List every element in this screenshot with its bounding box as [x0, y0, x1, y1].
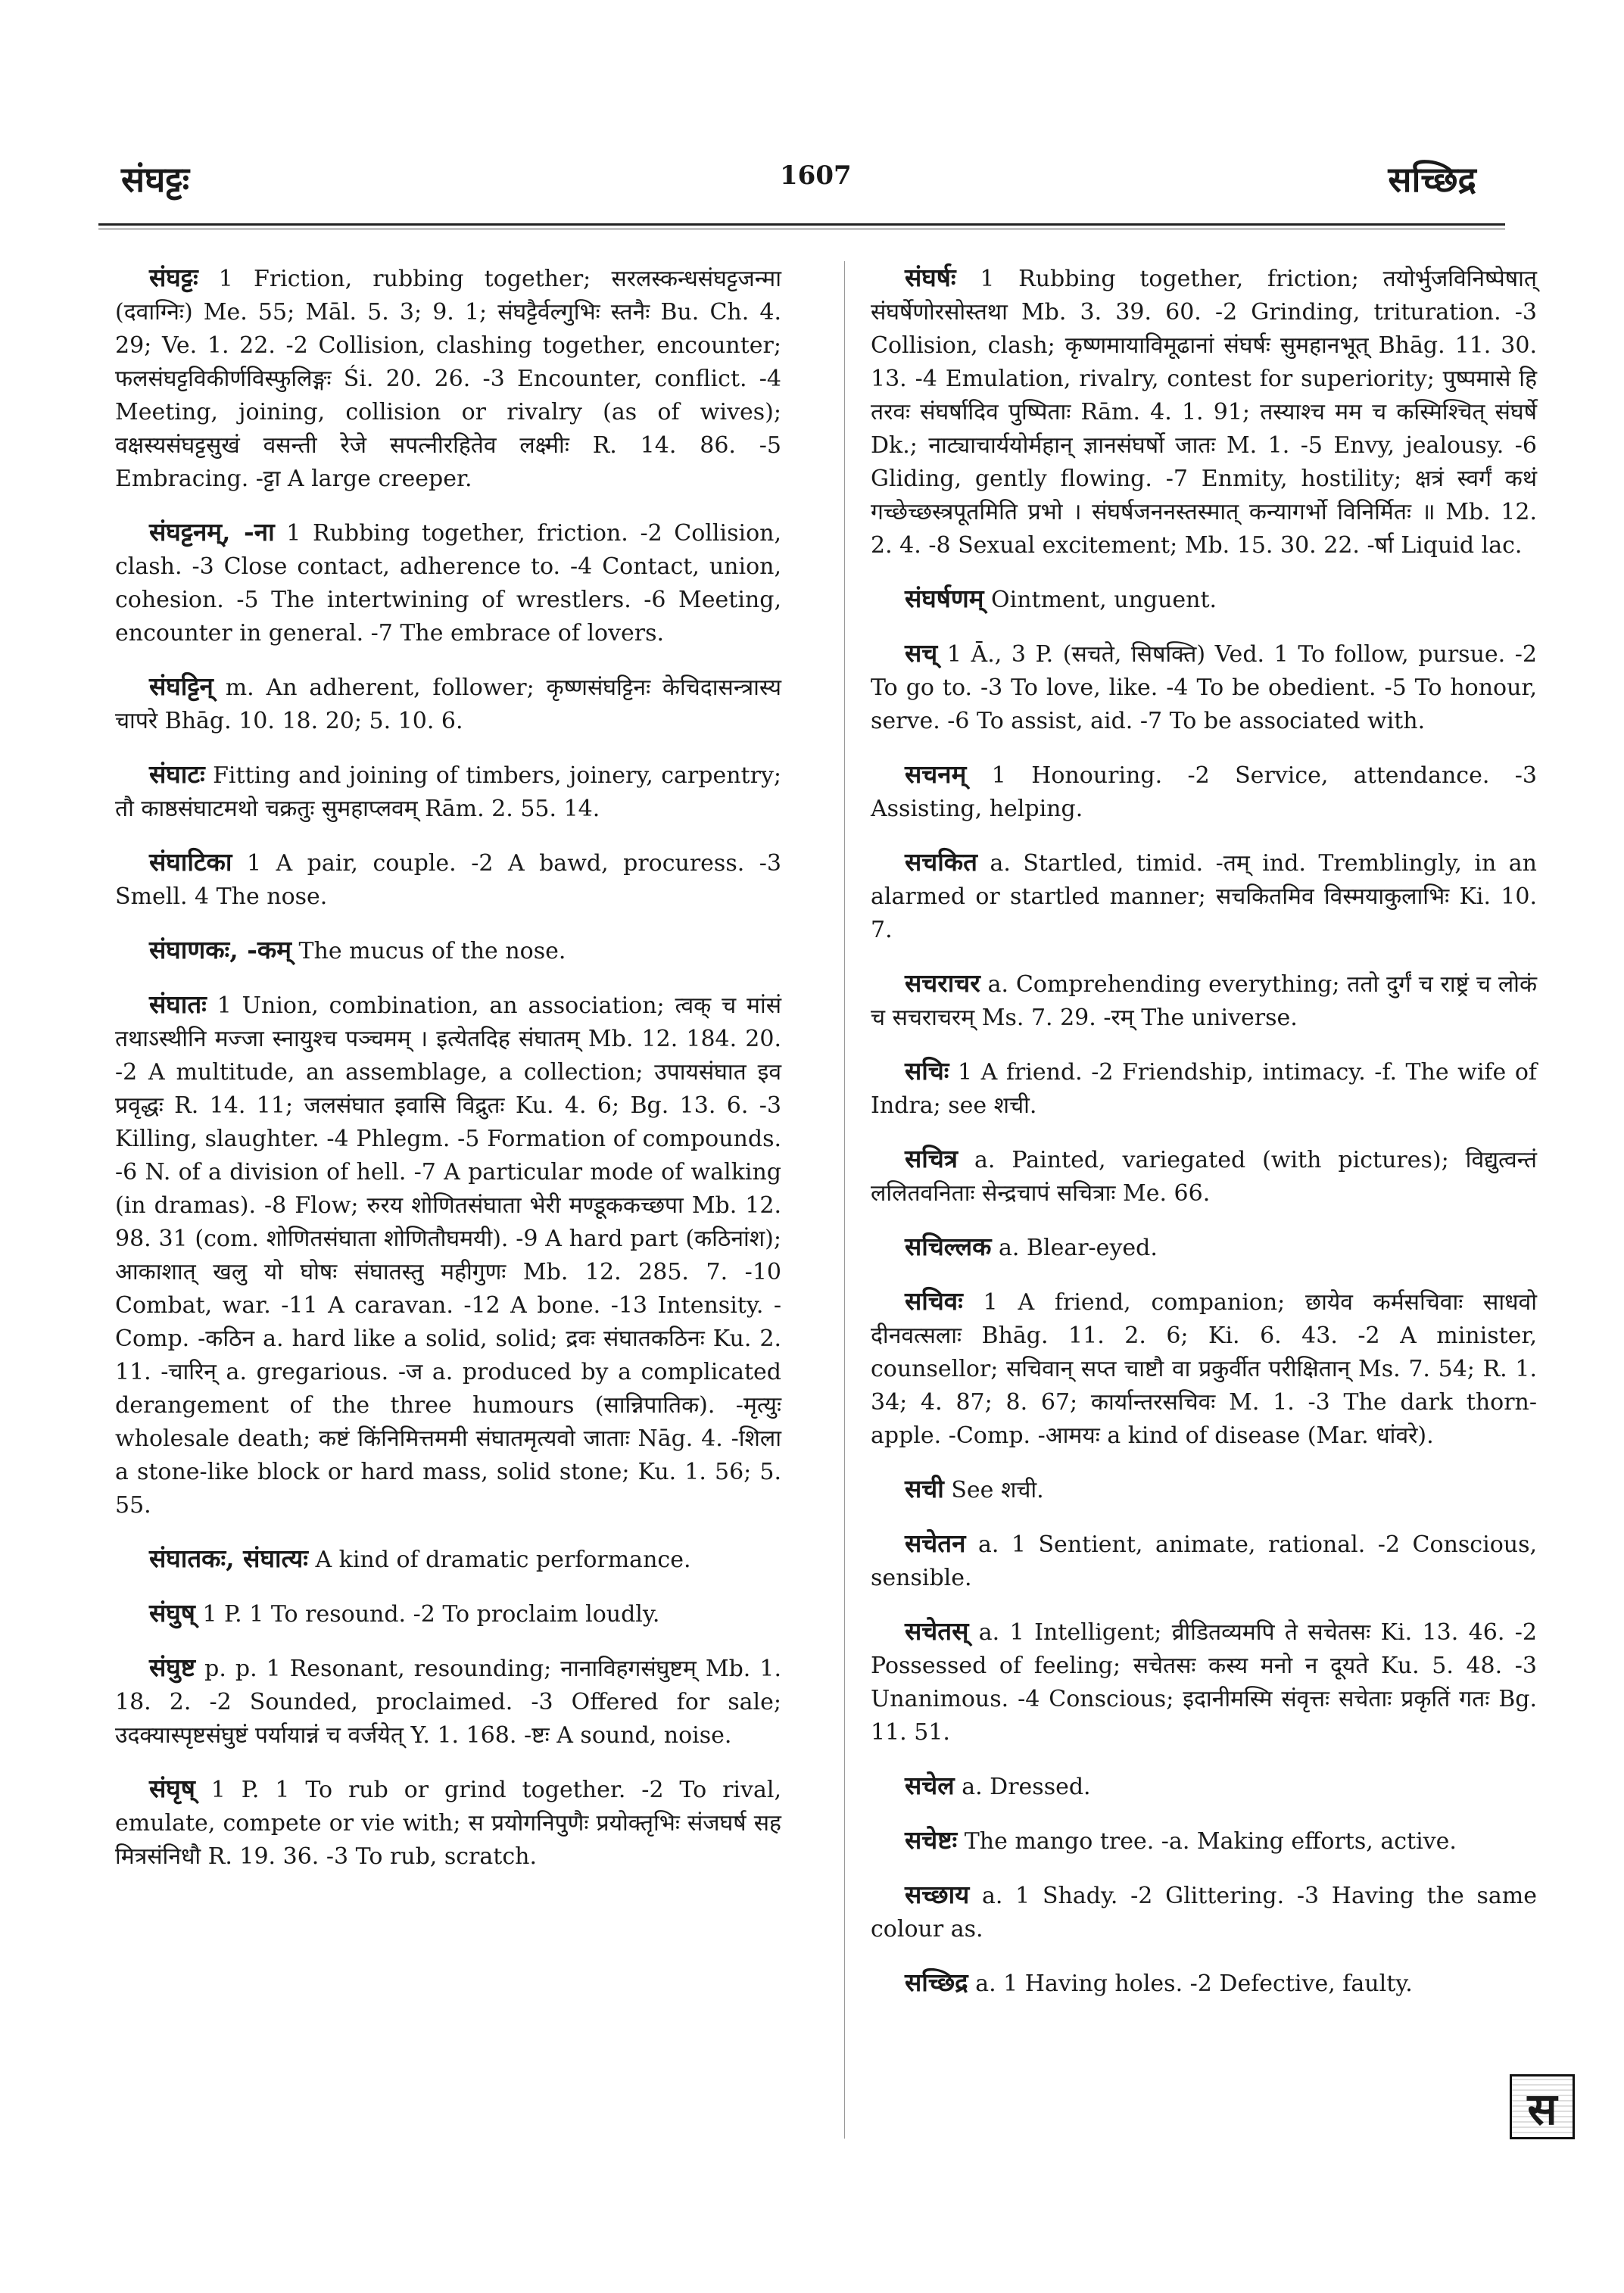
- entry-headword: संघाटिका: [149, 847, 232, 877]
- column-divider: [844, 261, 845, 2139]
- entry-headword: संघट्टिन्: [149, 671, 214, 701]
- entry-headword: सचेष्टः: [905, 1825, 958, 1855]
- entry-headword: सचित्र: [905, 1144, 959, 1173]
- entry-headword: संघट्टः: [149, 263, 198, 292]
- entry-definition: 1 A friend, companion; छायेव कर्मसचिवाः साधवो दीनवत्सलाः Bhāg. 11. 2. 6; Ki. 6. 43. -2 A minister, counsellor; सचिवान् सप्त चाष्टौ वा प्रकुर्वीत परीक्षितान् Ms. 7. 54; R. 1. 34; 4. 87; 8. 67; कार्यान्तरसचिवः M. 1. -3 The dark thorn-apple. -Comp. -आमयः a kind of disease (Mar. धांवरे).: [871, 1289, 1537, 1449]
- right-column: [871, 261, 1537, 2020]
- entry-headword: सचेतन: [905, 1528, 966, 1558]
- entry-definition: a. Comprehending everything; ततो दुर्गं च राष्ट्रं च लोकं च सचराचरम् Ms. 7. 29. -रम् The universe.: [871, 971, 1537, 1031]
- header-left-headword: संघट्टः: [121, 159, 190, 200]
- entry-definition: p. p. 1 Resonant, resounding; नानाविहगसंघुष्टम् Mb. 1. 18. 2. -2 Sounded, proclaimed. -3 Offered for sale; उदक्यास्पृष्टसंघुष्टं पर्यायान्नं च वर्जयेत् Y. 1. 168. -ष्टः A sound, noise.: [115, 1656, 781, 1749]
- entry-headword: सच्: [905, 638, 938, 668]
- dictionary-entry: [115, 1651, 781, 1752]
- entry-headword: संघृष्: [149, 1774, 195, 1803]
- dictionary-entry: [115, 1542, 781, 1577]
- dictionary-entry: [871, 261, 1537, 562]
- entry-definition: a. 1 Sentient, animate, rational. -2 Conscious, sensible.: [871, 1531, 1538, 1591]
- entry-headword: सच्छाय: [905, 1880, 970, 1909]
- entry-definition: 1 Friction, rubbing together; सरलस्कन्धसंघट्टजन्मा (दवाग्निः) Me. 55; Māl. 5. 3; 9. 1; संघट्टैर्वल्गुभिः स्तनैः Bu. Ch. 4. 29; Ve. 1. 22. -2 Collision, clashing together, encounter; फलसंघट्टविकीर्णविस्फुलिङ्गः Śi. 20. 26. -3 Encounter, conflict. -4 Meeting, joining, collision or rivalry (as of wives); वक्षस्यसंघट्टसुखं वसन्ती रेजे सपत्नीरहितेव लक्ष्मीः R. 14. 86. -5 Embracing. -ट्टा A large creeper.: [115, 266, 781, 492]
- entry-headword: संघाणकः, -कम्: [149, 935, 291, 964]
- entry-definition: See शची.: [951, 1477, 1044, 1503]
- entry-definition: a. Blear-eyed.: [998, 1235, 1158, 1261]
- dictionary-entry: [871, 1878, 1537, 1946]
- dictionary-entry: [871, 1527, 1537, 1595]
- entry-definition: The mango tree. -a. Making efforts, active.: [964, 1828, 1457, 1855]
- entry-headword: सचिवः: [905, 1286, 963, 1316]
- dictionary-entry: [115, 846, 781, 914]
- entry-definition: a. 1 Shady. -2 Glittering. -3 Having the same colour as.: [871, 1883, 1537, 1943]
- entry-definition: A kind of dramatic performance.: [315, 1547, 691, 1573]
- dictionary-entry: [115, 933, 781, 968]
- dictionary-entry: [115, 670, 781, 738]
- dictionary-entry: [871, 1285, 1537, 1453]
- entry-definition: 1 Ā., 3 P. (सचते, सिषक्ति) Ved. 1 To follow, pursue. -2 To go to. -3 To love, like. -4 To be obedient. -5 To honour, serve. -6 To assist, aid. -7 To be associated with.: [871, 641, 1537, 734]
- entry-headword: सचराचर: [905, 968, 980, 998]
- entry-headword: संघर्षः: [905, 263, 956, 292]
- header-rule-thick: [98, 223, 1505, 226]
- entry-definition: a. Startled, timid. -तम् ind. Tremblingly, in an alarmed or startled manner; सचकितमिव विस्मयाकुलाभिः Ki. 10. 7.: [871, 850, 1537, 943]
- entry-headword: सचनम्: [905, 759, 967, 789]
- entry-definition: Ointment, unguent.: [991, 587, 1217, 613]
- page-number: 1607: [780, 160, 852, 191]
- entry-headword: सचेल: [905, 1771, 955, 1800]
- entry-headword: सचकित: [905, 847, 977, 877]
- entry-headword: संघाटः: [149, 759, 205, 789]
- dictionary-entry: [871, 1472, 1537, 1507]
- entry-headword: सच्छिद्र: [905, 1967, 968, 1997]
- entry-definition: m. An adherent, follower; कृष्णसंघट्टिनः केचिदासन्त्रास्य चापरे Bhāg. 10. 18. 20; 5. 10. 6.: [115, 675, 781, 734]
- dictionary-entry: [871, 1230, 1537, 1265]
- dictionary-entry: [871, 637, 1537, 738]
- dictionary-entry: [115, 1772, 781, 1874]
- entry-definition: 1 A pair, couple. -2 A bawd, procuress. -3 Smell. 4 The nose.: [115, 850, 781, 910]
- dictionary-entry: [115, 988, 781, 1522]
- entry-headword: संघर्षणम्: [905, 584, 984, 613]
- dictionary-entry: [871, 758, 1537, 826]
- left-column: [115, 261, 781, 1893]
- dictionary-entry: [871, 1142, 1537, 1210]
- entry-definition: a. 1 Having holes. -2 Defective, faulty.: [975, 1971, 1413, 1997]
- entry-definition: a. 1 Intelligent; व्रीडितव्यमपि ते सचेतसः Ki. 13. 46. -2 Possessed of feeling; सचेतसः कस्य मनो न दूयते Ku. 5. 48. -3 Unanimous. -4 Conscious; इदानीमस्मि संवृत्तः सचेताः प्रकृतिं गतः Bg. 11. 51.: [871, 1619, 1537, 1746]
- entry-definition: 1 P. 1 To rub or grind together. -2 To rival, emulate, compete or vie with; स प्रयोगनिपुणैः प्रयोक्तृभिः संजघर्ष सह मित्रसंनिधौ R. 19. 36. -3 To rub, scratch.: [115, 1777, 781, 1870]
- entry-definition: 1 A friend. -2 Friendship, intimacy. -f. The wife of Indra; see शची.: [871, 1059, 1537, 1119]
- entry-headword: संघुष्: [149, 1598, 195, 1628]
- dictionary-entry: [871, 846, 1537, 947]
- entry-definition: The mucus of the nose.: [298, 938, 566, 964]
- dictionary-entry: [871, 1966, 1537, 2001]
- entry-definition: 1 Rubbing together, friction. -2 Collision, clash. -3 Close contact, adherence to. -4 Contact, union, cohesion. -5 The intertwining of wrestlers. -6 Meeting, encounter in general. -7 The embrace of lovers.: [115, 520, 781, 646]
- entry-headword: सचेतस्: [905, 1616, 969, 1646]
- entry-headword: संघुष्ट: [149, 1653, 196, 1682]
- entry-headword: सचिः: [905, 1056, 949, 1086]
- entry-definition: Fitting and joining of timbers, joinery, carpentry; तौ काष्ठसंघाटमथो चक्रतुः सुमहाप्लवम् Rām. 2. 55. 14.: [115, 762, 782, 822]
- entry-headword: सचिल्लक: [905, 1232, 992, 1261]
- dictionary-entry: [115, 758, 781, 826]
- entry-headword: संघट्टनम्, -ना: [149, 517, 275, 547]
- dictionary-entry: [871, 967, 1537, 1035]
- entry-definition: 1 Union, combination, an association; त्वक् च मांसं तथाऽस्थीनि मज्जा स्नायुश्च पञ्चमम् । इत्येतदिह संघातम् Mb. 12. 184. 20. -2 A multitude, an assemblage, a collection; उपायसंघात इव प्रवृद्धः R. 14. 11; जलसंघात इवासि विद्रुतः Ku. 4. 6; Bg. 13. 6. -3 Killing, slaughter. -4 Phlegm. -5 Formation of compounds. -6 N. of a division of hell. -7 A particular mode of walking (in dramas). -8 Flow; रुरय शोणितसंघाता भेरी मण्डूककच्छपा Mb. 12. 98. 31 (com. शोणितसंघाता शोणितौघमयी). -9 A hard part (कठिनांश); आकाशात् खलु यो घोषः संघातस्तु महीगुणः Mb. 12. 285. 7. -10 Combat, war. -11 A caravan. -12 A bone. -13 Intensity. -Comp. -कठिन a. hard like a solid, solid; द्रवः संघातकठिनः Ku. 2. 11. -चारिन् a. gregarious. -ज a. produced by a complicated derangement of the three humours (सान्निपातिक). -मृत्युः wholesale death; कष्टं किंनिमित्तममी संघातमृत्यवो जाताः Nāg. 4. -शिला a stone-like block or hard mass, solid stone; Ku. 1. 56; 5. 55.: [115, 992, 781, 1519]
- entry-definition: a. Dressed.: [962, 1774, 1091, 1800]
- header-right-headword: सच्छिद्र: [1388, 159, 1476, 200]
- dictionary-entry: [115, 261, 781, 496]
- entry-definition: 1 P. 1 To resound. -2 To proclaim loudly.: [202, 1601, 660, 1628]
- entry-headword: संघातः: [149, 989, 207, 1019]
- dictionary-entry: [871, 1769, 1537, 1804]
- dictionary-entry: [871, 1824, 1537, 1858]
- thumb-index-tab: स: [1510, 2074, 1575, 2139]
- entry-headword: सची: [905, 1474, 944, 1503]
- dictionary-entry: [115, 1597, 781, 1631]
- dictionary-entry: [871, 582, 1537, 617]
- dictionary-entry: [115, 516, 781, 650]
- dictionary-entry: [871, 1615, 1537, 1749]
- entry-definition: 1 Honouring. -2 Service, attendance. -3 Assisting, helping.: [871, 762, 1537, 822]
- entry-headword: संघातकः, संघात्यः: [149, 1544, 308, 1573]
- dictionary-entry: [871, 1055, 1537, 1123]
- entry-definition: 1 Rubbing together, friction; तयोर्भुजविनिष्पेषात् संघर्षेणोरसोस्तथा Mb. 3. 39. 60. -2 Grinding, trituration. -3 Collision, clash; कृष्णमायाविमूढानां संघर्षः सुमहानभूत् Bhāg. 11. 30. 13. -4 Emulation, rivalry, contest for superiority; पुष्पमासे हि तरवः संघर्षादिव पुष्पिताः Rām. 4. 1. 91; तस्याश्च मम च कस्मिश्चित् संघर्षे Dk.; नाट्याचार्ययोर्महान् ज्ञानसंघर्षो जातः M. 1. -5 Envy, jealousy. -6 Gliding, gently flowing. -7 Enmity, hostility; क्षत्रं स्वर्गं कथं गच्छेच्छस्त्रपूतमिति प्रभो । संघर्षजननस्तस्मात् कन्यागर्भो विनिर्मितः ॥ Mb. 12. 2. 4. -8 Sexual excitement; Mb. 15. 30. 22. -र्षा Liquid lac.: [871, 266, 1537, 559]
- entry-definition: a. Painted, variegated (with pictures); विद्युत्वन्तं ललितवनिताः सेन्द्रचापं सचित्राः Me. 66.: [871, 1147, 1537, 1207]
